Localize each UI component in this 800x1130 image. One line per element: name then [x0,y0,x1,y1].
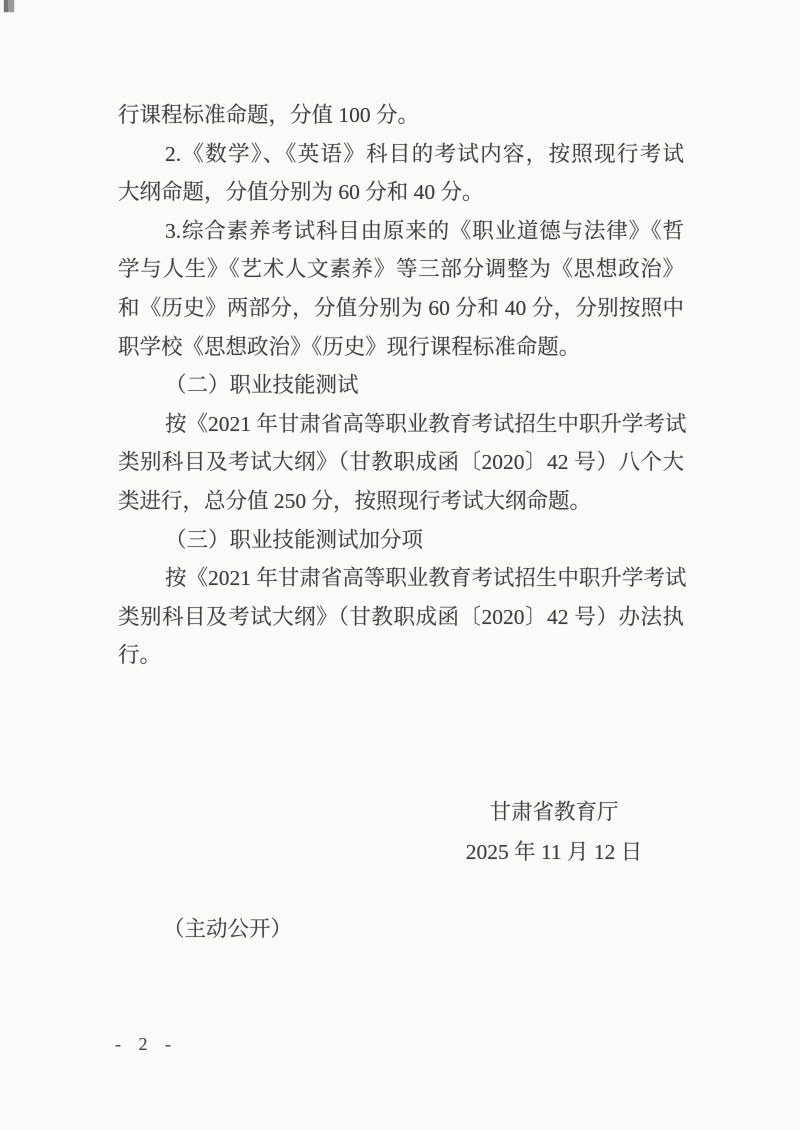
body-line: 行课程标准命题，分值 100 分。 [118,103,420,127]
issuer-name: 甘肃省教育厅 [489,800,619,824]
body-line: 大纲命题，分值分别为 60 分和 40 分。 [118,180,484,205]
body-line: 类进行，总分值 250 分，按照现行考试大纲命题。 [118,488,592,513]
body-line: 类别科目及考试大纲》（甘教职成函〔2020〕42 号）办法执 [118,604,684,629]
body-line: 行。 [118,643,162,668]
body-line: 和《历史》两部分，分值分别为 60 分和 40 分，分别按照中 [118,295,684,320]
page-number: - 2 - [115,1034,176,1054]
body-line: 3.综合素养考试科目由原来的《职业道德与法律》《哲 [165,218,684,243]
issue-date: 2025 年 11 月 12 日 [465,840,643,864]
body-line: 2.《数学》、《英语》科目的考试内容，按照现行考试 [165,141,684,166]
disclosure-note: （主动公开） [163,917,293,941]
section-heading-2: （二）职业技能测试 [165,373,359,398]
signature-block [408,792,700,872]
body-line: 按《2021 年甘肃省高等职业教育考试招生中职升学考试 [165,566,687,591]
body-line: 职学校《思想政治》《历史》现行课程标准命题。 [118,334,581,359]
document-body [118,96,687,675]
section-heading-3: （三）职业技能测试加分项 [165,527,424,552]
scan-speck [4,0,8,12]
body-line: 按《2021 年甘肃省高等职业教育考试招生中职升学考试 [165,411,687,436]
body-line: 类别科目及考试大纲》（甘教职成函〔2020〕42 号）八个大 [118,450,684,475]
body-line: 学与人生》《艺术人文素养》等三部分调整为《思想政治》 [118,257,684,282]
